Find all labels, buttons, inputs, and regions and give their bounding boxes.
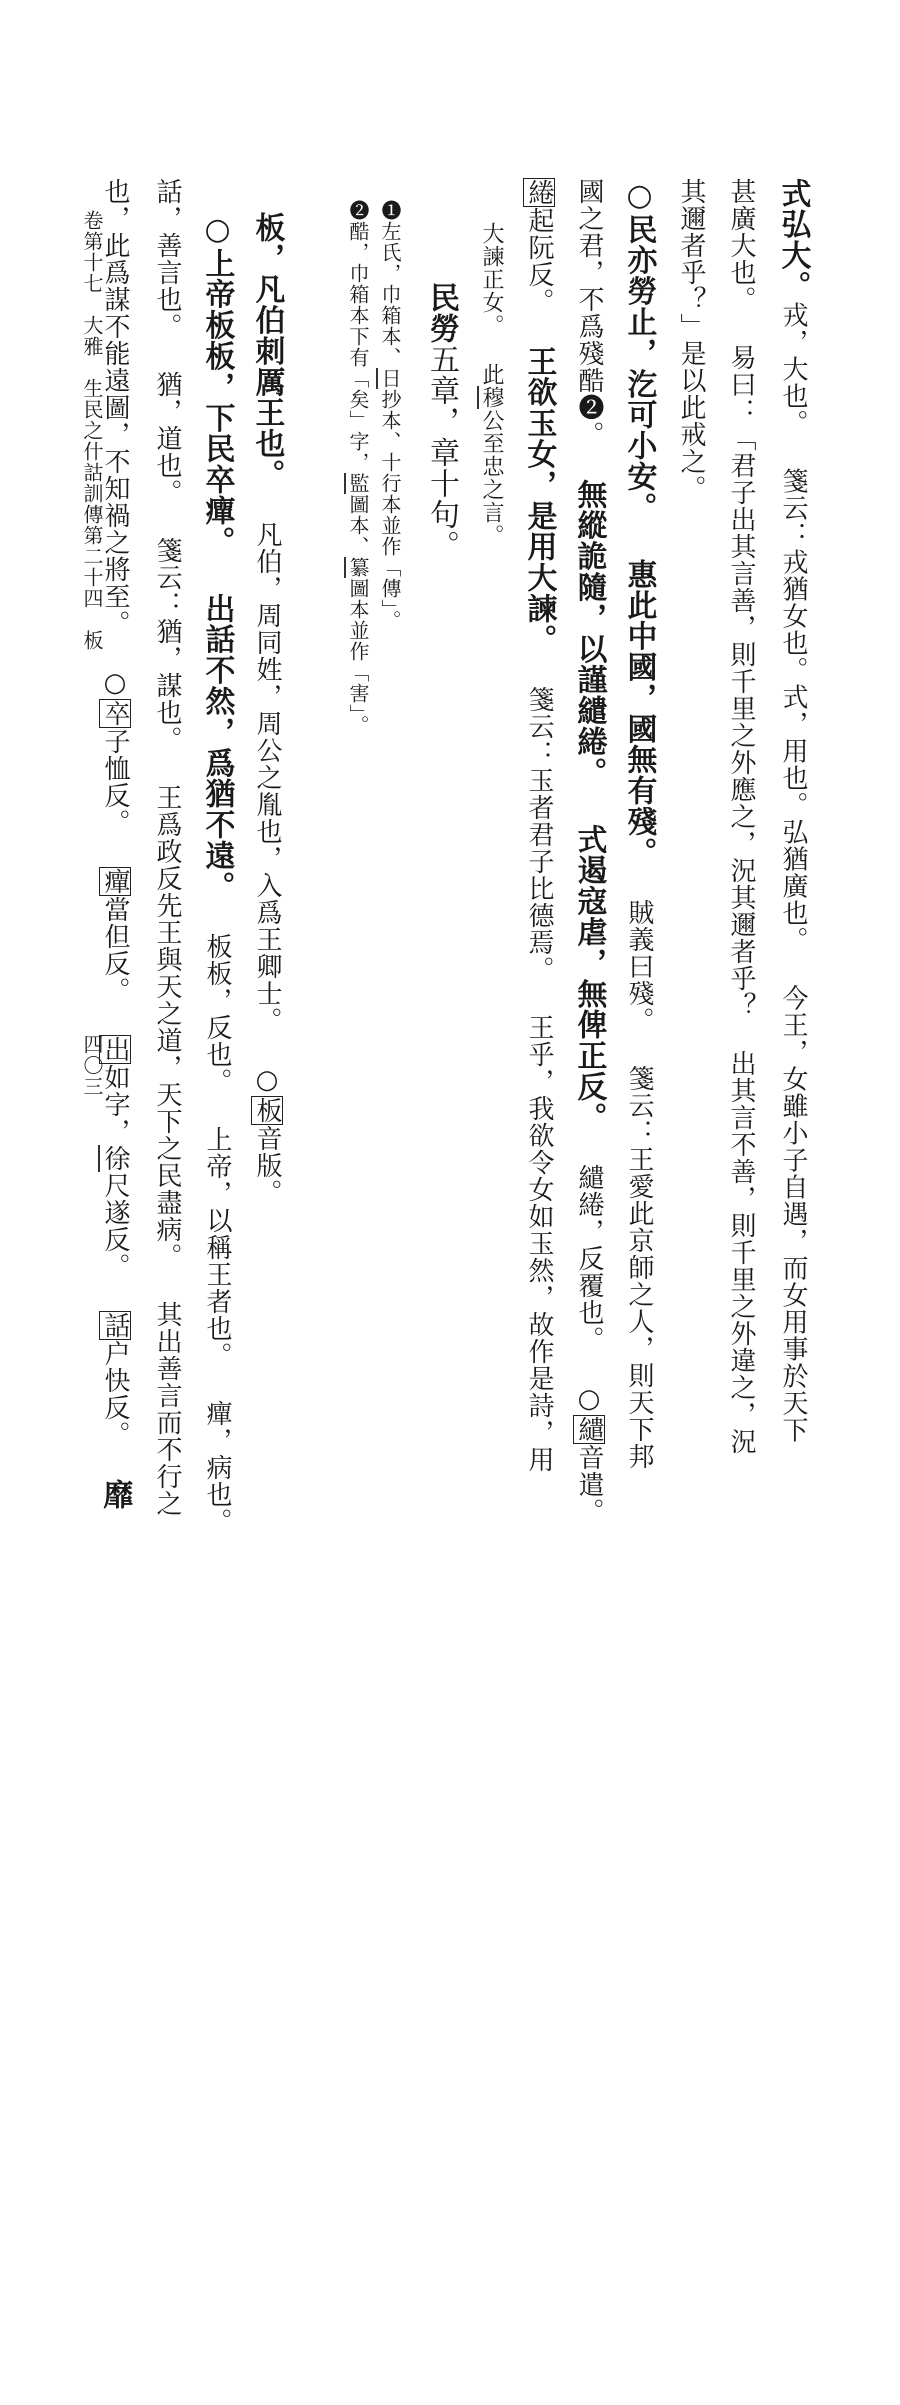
verse-text: ○上帝板板，下民卒癉。 出話不然，爲猶不遠。 bbox=[200, 212, 235, 902]
text-segment: 圖本、 bbox=[346, 494, 370, 557]
proper-name-mark: 日 bbox=[378, 368, 402, 389]
boxed-character: 卒 bbox=[100, 700, 130, 727]
text-segment: ❶左氏，巾箱本、 bbox=[378, 200, 402, 368]
verse-text: 式弘大。 bbox=[776, 178, 811, 302]
verse-text: 民勞 bbox=[424, 282, 459, 344]
running-title: 卷第十七 大雅 生民之什詁訓傳第二十四 板 bbox=[80, 210, 104, 651]
text-segment: 板板，反也。 上帝，以稱王者也。 癉，病也。 bbox=[202, 902, 232, 1535]
verse-text: 靡 bbox=[98, 1479, 133, 1510]
text-segment: 起阮反。 bbox=[524, 207, 554, 346]
text-column-7 bbox=[480, 0, 502, 1593]
text-segment: 五章，章十句。 bbox=[424, 344, 459, 561]
text-segment: 賊義曰殘。 箋云：王愛此京師之人，則天下邦 bbox=[624, 868, 654, 1470]
text-column-13 bbox=[154, 0, 180, 1549]
text-segment: 話，善言也。 猶，道也。 箋云：猶，謀也。 王爲政反先王與天之道，天下之民盡病。 其出善言而不行之 bbox=[152, 178, 182, 1517]
verse-text: 板，凡伯刺厲王也。 bbox=[250, 212, 285, 491]
verse-text: 王欲玉女，是用大諫。 bbox=[522, 346, 557, 655]
text-segment: 音遣。 bbox=[574, 1444, 604, 1525]
boxed-character: 出 bbox=[100, 1036, 130, 1063]
text-column-6 bbox=[522, 0, 557, 1549]
proper-name-mark: 監 bbox=[346, 473, 370, 494]
text-segment: 公至忠之言。 bbox=[479, 409, 504, 547]
proper-name-mark: 徐 bbox=[100, 1145, 130, 1172]
text-column-3 bbox=[678, 0, 704, 1549]
text-segment: 如字， bbox=[100, 1064, 130, 1145]
text-segment: ❷酷，巾箱本下有「矣」字， bbox=[346, 200, 370, 473]
proper-name-mark: 纂 bbox=[346, 557, 370, 578]
boxed-character: 癉 bbox=[100, 868, 130, 895]
text-column-9 bbox=[380, 0, 400, 1571]
boxed-character: 板 bbox=[252, 1097, 282, 1125]
proper-name-mark: 穆 bbox=[479, 386, 504, 409]
text-column-12 bbox=[200, 0, 235, 1583]
text-column-2 bbox=[728, 0, 754, 1549]
text-segment: 大諫正女。 此 bbox=[479, 222, 504, 386]
text-segment: 國之君，不爲殘酷❷。 bbox=[574, 178, 604, 479]
text-segment: 抄本、十行本並作「傳」。 bbox=[378, 389, 402, 631]
text-segment: 户快反。 bbox=[100, 1340, 130, 1479]
text-segment: 箋云：玉者君子比德焉。 王乎，我欲令女如玉然，故作是詩，用 bbox=[524, 655, 554, 1473]
text-column-1 bbox=[776, 0, 811, 1549]
text-column-8 bbox=[424, 0, 459, 1653]
text-column-11 bbox=[250, 0, 285, 1583]
verse-text: ○民亦勞止，汔可小安。 惠此中國，國無有殘。 bbox=[622, 178, 657, 868]
boxed-character: 綣 bbox=[524, 179, 554, 206]
boxed-character: 繾 bbox=[574, 1416, 604, 1443]
text-segment: 其邇者乎？」是以此戒之。 bbox=[676, 178, 706, 502]
text-segment: 音版。 bbox=[252, 1125, 282, 1207]
text-column-5 bbox=[572, 0, 607, 1549]
text-segment: 也，此爲謀不能遠圖，不知禍之將至。 ○ bbox=[100, 178, 130, 699]
boxed-character: 話 bbox=[100, 1312, 130, 1339]
text-segment: 圖本並作「害」。 bbox=[346, 578, 370, 736]
text-segment: 子恤反。 bbox=[100, 728, 130, 867]
text-segment: 凡伯，周同姓，周公之胤也，入爲王卿士。 ○ bbox=[252, 490, 282, 1097]
text-column-4 bbox=[622, 0, 657, 1549]
verse-text: 無縱詭隨，以謹繾綣。 式遏寇虐，無俾正反。 bbox=[572, 479, 607, 1133]
text-segment: 當但反。 bbox=[100, 896, 130, 1035]
text-segment: 戎，大也。 箋云：戎猶女也。式，用也。弘猶廣也。 今王，女雖小子自遇，而女用事於天下 bbox=[778, 301, 808, 1444]
text-column-10 bbox=[348, 0, 368, 1571]
text-segment: 尺遂反。 bbox=[100, 1172, 130, 1311]
text-segment: 甚廣大也。 易曰：「君子出其言善，則千里之外應之，況其邇者乎？ 出其言不善，則千里之外違之，況 bbox=[726, 178, 756, 1455]
page-number: 四〇三 bbox=[80, 1034, 104, 1097]
text-column-14 bbox=[98, 0, 133, 1549]
text-segment: 繾綣，反覆也。 ○ bbox=[574, 1133, 604, 1415]
